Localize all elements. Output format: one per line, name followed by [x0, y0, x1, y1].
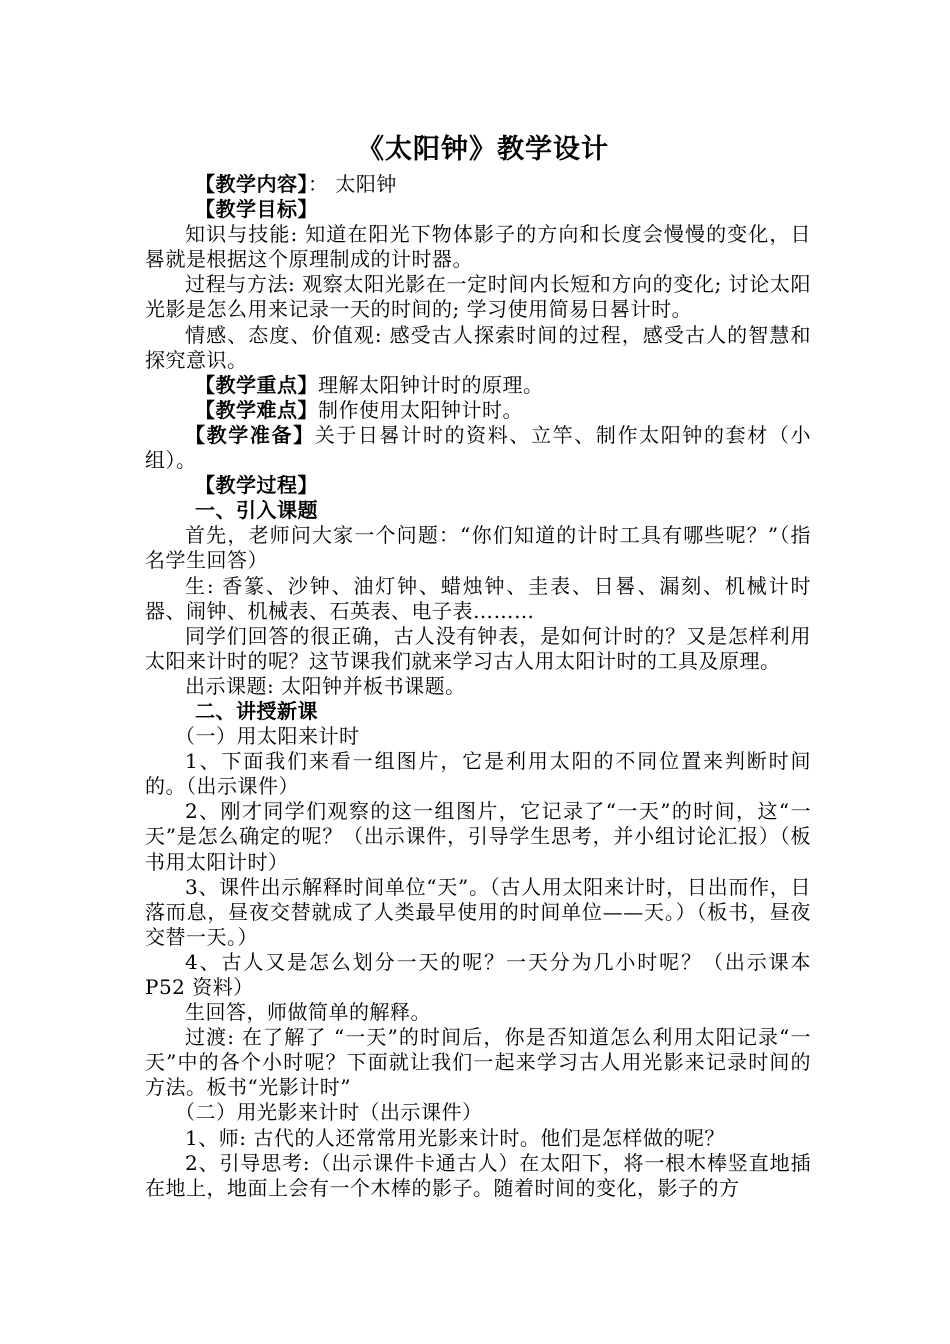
paragraph-text: 同学们回答的很正确，古人没有钟表，是如何计时的？又是怎样利用太阳来计时的呢？这节课我们就来学习古人用太阳计时的工具及原理。	[145, 623, 811, 673]
paragraph-intro-question	[145, 523, 811, 573]
paragraph-content	[145, 172, 811, 197]
paragraph-text: ： 太阳钟	[308, 172, 397, 196]
paragraph-text: 首先，老师问大家一个问题：“你们知道的计时工具有哪些呢？”（指名学生回答）	[145, 523, 811, 573]
section-label: 【教学准备】	[185, 422, 315, 447]
paragraph-transition	[145, 1025, 811, 1100]
section-label: 【教学目标】	[195, 197, 318, 222]
paragraph-text: 知识与技能: 知道在阳光下物体影子的方向和长度会慢慢的变化，日晷就是根据这个原理制成的计时器。	[145, 222, 811, 272]
paragraph-shadow-2	[145, 1151, 811, 1201]
paragraph-step-4	[145, 950, 811, 1000]
section-heading-intro	[145, 498, 811, 523]
section-label: 【教学过程】	[195, 473, 318, 498]
paragraph-show-topic	[145, 674, 811, 699]
paragraph-text: 1、下面我们来看一组图片，它是利用太阳的不同位置来判断时间的。（出示课件）	[145, 749, 811, 799]
paragraph-text: 生: 香篆、沙钟、油灯钟、蜡烛钟、圭表、日晷、漏刻、机械计时器、闹钟、机械表、石英表、电子表………	[145, 573, 811, 623]
paragraph-text: 2、刚才同学们观察的这一组图片，它记录了“一天”的时间，这“一天”是怎么确定的呢？（出示课件，引导学生思考，并小组讨论汇报）（板书用太阳计时）	[145, 799, 811, 874]
section-label: 【教学重点】	[195, 372, 318, 397]
paragraph-text: 过程与方法: 观察太阳光影在一定时间内长短和方向的变化; 讨论太阳光影是怎么用来记录一天的时间的; 学习使用简易日晷计时。	[145, 272, 811, 322]
document-title: 《太阳钟》教学设计	[357, 134, 609, 165]
paragraph-key-point	[145, 373, 811, 398]
paragraph-step-3	[145, 875, 811, 950]
paragraph-text: （二）用光影来计时（出示课件）	[175, 1100, 483, 1125]
document-page	[145, 128, 811, 1201]
paragraph-text: 4、古人又是怎么划分一天的呢？一天分为几小时呢？（出示课本 P52 资料）	[145, 949, 811, 999]
paragraph-text: 2、引导思考:（出示课件卡通古人）在太阳下，将一根木棒竖直地插在地上，地面上会有一个木棒的影子。随着时间的变化，影子的方	[145, 1150, 811, 1200]
section-label: 【教学难点】	[195, 397, 318, 422]
paragraph-student-reply	[145, 1000, 811, 1025]
paragraph-student-answer	[145, 574, 811, 624]
section-heading: 一、引入课题	[195, 498, 318, 523]
paragraph-goal-process	[145, 272, 811, 322]
subsection-sun-timing	[145, 724, 811, 749]
paragraph-step-2	[145, 799, 811, 874]
paragraph-text: 过渡: 在了解了 “一天”的时间后，你是否知道怎么利用太阳记录“一天”中的各个小时呢？下面就让我们一起来学习古人用光影来记录时间的方法。板书“光影计时”	[145, 1025, 811, 1100]
paragraph-text: 出示课题: 太阳钟并板书课题。	[185, 673, 466, 698]
paragraph-text: 理解太阳钟计时的原理。	[318, 372, 544, 397]
section-heading: 二、讲授新课	[195, 698, 318, 723]
paragraph-text: （一）用太阳来计时	[175, 724, 360, 749]
paragraph-process-heading	[145, 473, 811, 498]
paragraph-shadow-1	[145, 1126, 811, 1151]
paragraph-text: 关于日晷计时的资料、立竿、制作太阳钟的套材（小组）。	[145, 422, 811, 473]
subsection-shadow-timing	[145, 1100, 811, 1125]
paragraph-step-1	[145, 749, 811, 799]
paragraph-text: 3、课件出示解释时间单位“天”。（古人用太阳来计时，日出而作，日落而息，昼夜交替就成了人类最早使用的时间单位——天。）（板书，昼夜交替一天。）	[145, 874, 811, 949]
paragraph-goal-knowledge	[145, 222, 811, 272]
paragraph-goal-emotion	[145, 323, 811, 373]
paragraph-text: 情感、态度、价值观: 感受古人探索时间的过程，感受古人的智慧和探究意识。	[145, 322, 811, 372]
paragraph-text: 制作使用太阳钟计时。	[318, 397, 523, 422]
paragraph-intro-response	[145, 624, 811, 674]
section-label: 【教学内容】	[195, 172, 308, 196]
paragraph-goals-heading	[145, 197, 811, 222]
paragraph-difficulty	[145, 398, 811, 423]
paragraph-text: 1、师: 古代的人还常常用光影来计时。他们是怎样做的呢？	[185, 1125, 725, 1150]
paragraph-preparation	[145, 423, 811, 473]
paragraph-text: 生回答，师做简单的解释。	[185, 1000, 431, 1025]
section-heading-new-lesson	[145, 699, 811, 724]
